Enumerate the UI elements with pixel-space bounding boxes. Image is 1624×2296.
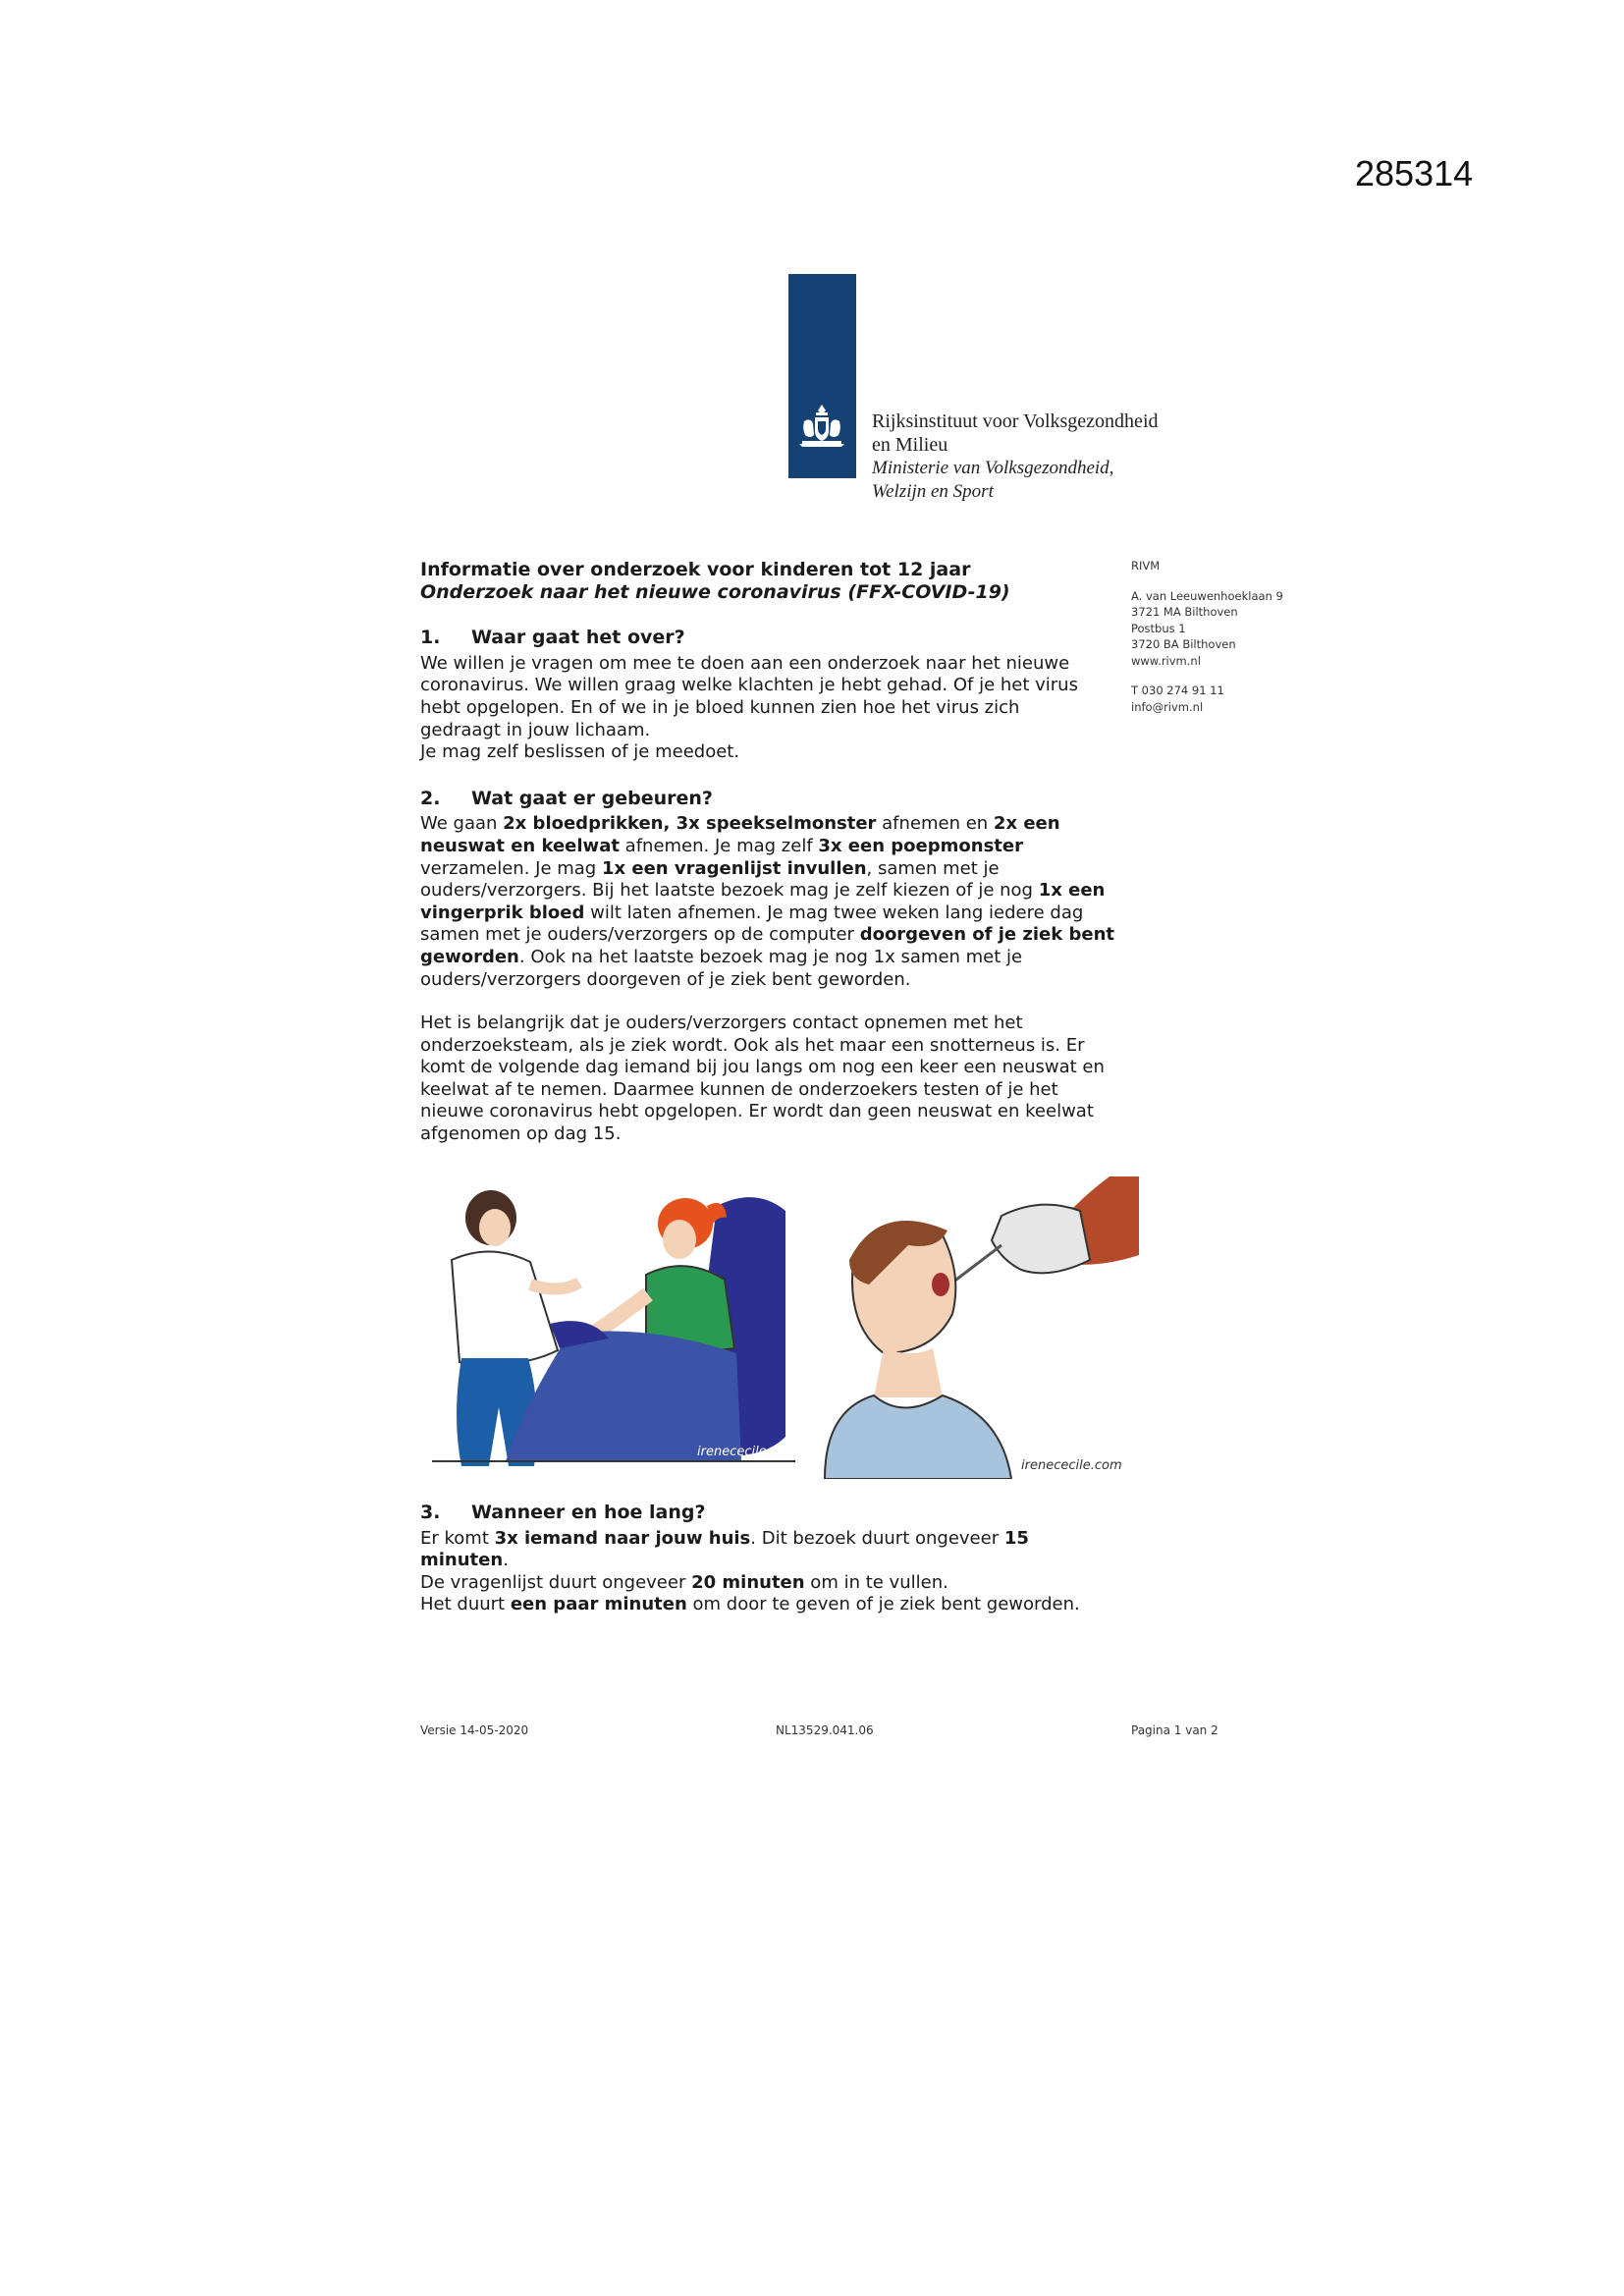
section-1-number: 1. [420,627,441,649]
section-3-line-3: Het duurt een paar minuten om door te geven of je ziek bent geworden. [420,1594,1080,1615]
address-email[interactable]: info@rivm.nl [1131,699,1204,714]
section-2-number: 2. [420,787,441,809]
address-block [1131,558,1357,715]
section-3 [420,1502,1123,1616]
address-web[interactable]: www.rivm.nl [1131,653,1201,668]
illustration-credit-right: irenececile.com [1021,1458,1122,1473]
section-1-line: coronavirus. We willen graag welke klachten je hebt gehad. Of je het virus [420,675,1078,696]
logo-line-institute: Rijksinstituut voor Volksgezondheid [872,410,1159,432]
section-2-paragraph-2: Het is belangrijk dat je ouders/verzorgers contact opnemen met het onderzoeksteam, als je ziek wordt. Ook als het maar een snotterneus is. Er komt de volgende dag iemand bij jou langs om nog een keer een neuswat en keelwat af te nemen. Daarmee kunnen de onderzoekers testen of je het nieuwe coronavirus hebt opgelopen. Er wordt dan geen neuswat en keelwat afgenomen op dag 15. [420,1012,1105,1145]
address-phone: T 030 274 91 11 [1131,683,1224,697]
address-postbus: Postbus 1 [1131,621,1186,635]
section-3-number: 3. [420,1502,441,1523]
section-1-line: gedraagt in jouw lichaam. [420,719,651,740]
throat-swab-illustration [815,1176,1139,1479]
section-1-text [420,653,1123,764]
logo-bar [788,274,856,478]
illustration-credit-left: irenececile.com [697,1445,798,1459]
logo-line-milieu: en Milieu [872,434,948,456]
footer-page-number: Pagina 1 van 2 [1131,1723,1218,1737]
section-1-line: We willen je vragen om mee te doen aan een onderzoek naar het nieuwe [420,652,1070,674]
section-3-title: Wanneer en hoe lang? [471,1502,706,1523]
footer-code: NL13529.041.06 [776,1723,874,1737]
section-2-heading [420,788,1123,810]
document-number: 285314 [1355,153,1474,193]
document-subtitle: Onderzoek naar het nieuwe coronavirus (FFX-COVID-19) [420,580,1010,603]
coat-of-arms-icon [788,274,856,478]
footer-version: Versie 14-05-2020 [420,1723,529,1737]
logo-line-ministry: Ministerie van Volksgezondheid, [872,458,1114,478]
section-3-heading [420,1502,1123,1524]
address-street: A. van Leeuwenhoeklaan 9 [1131,588,1283,603]
address-postcity: 3720 BA Bilthoven [1131,637,1236,651]
section-1-line: Je mag zelf beslissen of je meedoet. [420,741,740,763]
section-2-paragraph-1: We gaan 2x bloedprikken, 3x speekselmonster afnemen en 2x een neuswat en keelwat afnemen. Je mag zelf 3x een poepmonster verzamelen. Je mag 1x een vragenlijst invullen, samen met je ouders/verzorgers. Bij het laatste bezoek mag je zelf kiezen of je nog 1x een vingerprik bloed wilt laten afnemen. Je mag twee weken lang iedere dag samen met je ouders/verzorgers op de computer doorgeven of je ziek bent geworden. Ook na het laatste bezoek mag je nog 1x samen met je ouders/verzorgers doorgeven of je ziek bent geworden. [420,813,1115,990]
logo-text [872,410,1159,504]
section-1-heading [420,627,1123,649]
blood-draw-illustration [422,1176,805,1479]
main-content [420,559,1123,1146]
section-2-title: Wat gaat er gebeuren? [471,787,713,809]
section-1-line: hebt opgelopen. En of we in je bloed kunnen zien hoe het virus zich [420,696,1020,718]
section-3-line-2: De vragenlijst duurt ongeveer 20 minuten om in te vullen. [420,1571,948,1593]
illustrations [422,1176,1139,1479]
section-3-line-1: Er komt 3x iemand naar jouw huis. Dit bezoek duurt ongeveer 15 minuten. [420,1527,1029,1571]
logo-line-welzijn: Welzijn en Sport [872,481,994,502]
document-title: Informatie over onderzoek voor kinderen tot 12 jaar [420,559,971,580]
address-org: RIVM [1131,559,1161,573]
section-1-title: Waar gaat het over? [471,627,685,649]
address-city: 3721 MA Bilthoven [1131,605,1238,619]
